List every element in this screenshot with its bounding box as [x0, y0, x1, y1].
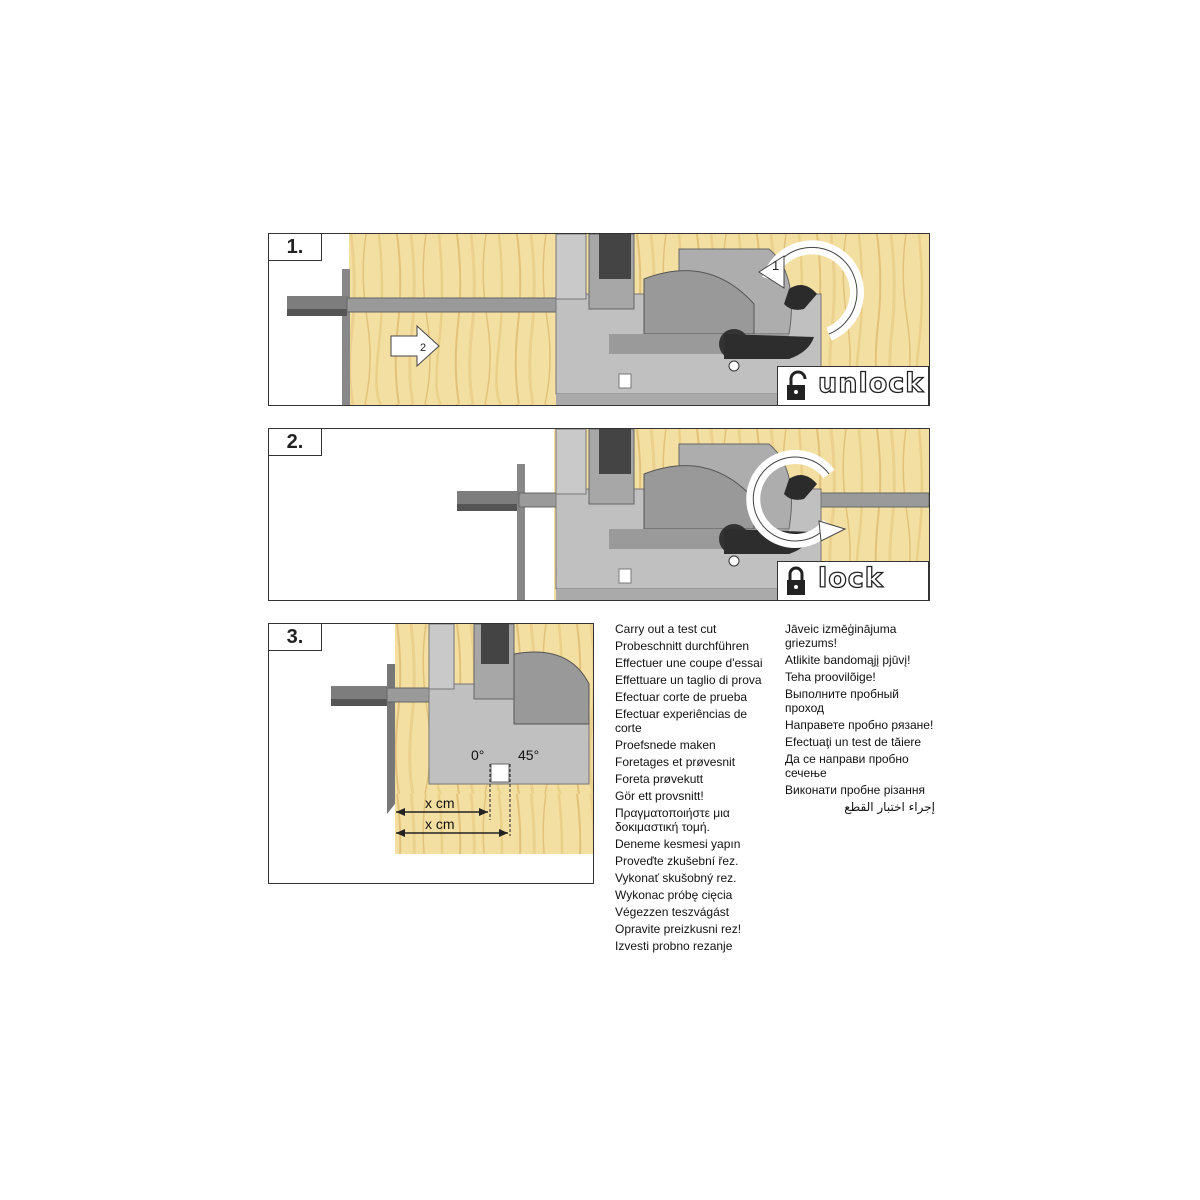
instruction-line: Виконати пробне різання [785, 783, 925, 797]
instruction-line: Proveďte zkušební řez. [615, 854, 739, 868]
angle-45-label: 45° [518, 747, 540, 763]
instruction-line: Effectuer une coupe d'essai [615, 656, 763, 670]
step-3-label: 3. [269, 624, 322, 651]
instructions-column-2 [785, 622, 935, 817]
instruction-line: Выполните пробный проход [785, 687, 899, 715]
instruction-line: Teha proovilõige! [785, 670, 876, 684]
instruction-line: Efectuaţi un test de tăiere [785, 735, 922, 749]
arrow-1-number: 1 [772, 258, 780, 273]
instruction-line: Направете пробно рязане! [785, 718, 934, 732]
lock-text: lock [818, 563, 884, 594]
arrow-2-number: 2 [420, 342, 427, 354]
instruction-line: Atlikite bandomąjį pjūvį! [785, 653, 911, 667]
padlock-open-icon [782, 369, 816, 406]
instructions-column-1 [615, 622, 775, 956]
instruction-line: Izvesti probno rezanje [615, 939, 733, 953]
instruction-line: Carry out a test cut [615, 622, 717, 636]
step-1-panel [268, 233, 930, 406]
instruction-line: Probeschnitt durchführen [615, 639, 750, 653]
instruction-line-arabic: إجراء اختبار القطع [844, 800, 935, 814]
rail-dark [457, 491, 519, 504]
lock-badge [777, 561, 929, 601]
fence-plate [517, 464, 525, 600]
instruction-line: Πραγματοποιήστε μια δοκιμαστική τομή. [615, 806, 730, 834]
rail-dark [287, 296, 349, 309]
instruction-line: Gör ett provsnitt! [615, 789, 704, 803]
dimension-label-1: x cm [425, 795, 455, 811]
instruction-line: Wykonac próbę cięcia [615, 888, 733, 902]
step-2-panel [268, 428, 930, 601]
step-3-illustration [269, 624, 593, 883]
angle-0-label: 0° [471, 747, 485, 763]
dimension-label-2: x cm [425, 816, 455, 832]
instruction-line: Deneme kesmesi yapın [615, 837, 741, 851]
instruction-line: Proefsnede maken [615, 738, 716, 752]
instruction-line: Opravite preizkusni rez! [615, 922, 742, 936]
instruction-line: Foretages et prøvesnit [615, 755, 736, 769]
fence-plate [342, 269, 350, 405]
step-3-panel [268, 623, 594, 884]
rail-dark [331, 686, 389, 699]
instruction-line: Jāveic izmēģinājuma griezums! [785, 622, 897, 650]
instruction-line: Да се направи пробно сечење [785, 752, 909, 780]
instruction-line: Végezzen teszvágást [615, 905, 730, 919]
unlock-badge [777, 366, 929, 406]
instruction-line: Efectuar corte de prueba [615, 690, 748, 704]
instruction-line: Vykonať skušobný rez. [615, 871, 737, 885]
instruction-line: Foreta prøvekutt [615, 772, 704, 786]
instruction-line: Efectuar experiências de corte [615, 707, 748, 735]
padlock-closed-icon [782, 564, 816, 601]
guide-rail [347, 298, 577, 312]
instruction-line: Effettuare un taglio di prova [615, 673, 762, 687]
unlock-text: unlock [818, 368, 925, 399]
step-2-label: 2. [269, 429, 322, 456]
step-1-label: 1. [269, 234, 322, 261]
